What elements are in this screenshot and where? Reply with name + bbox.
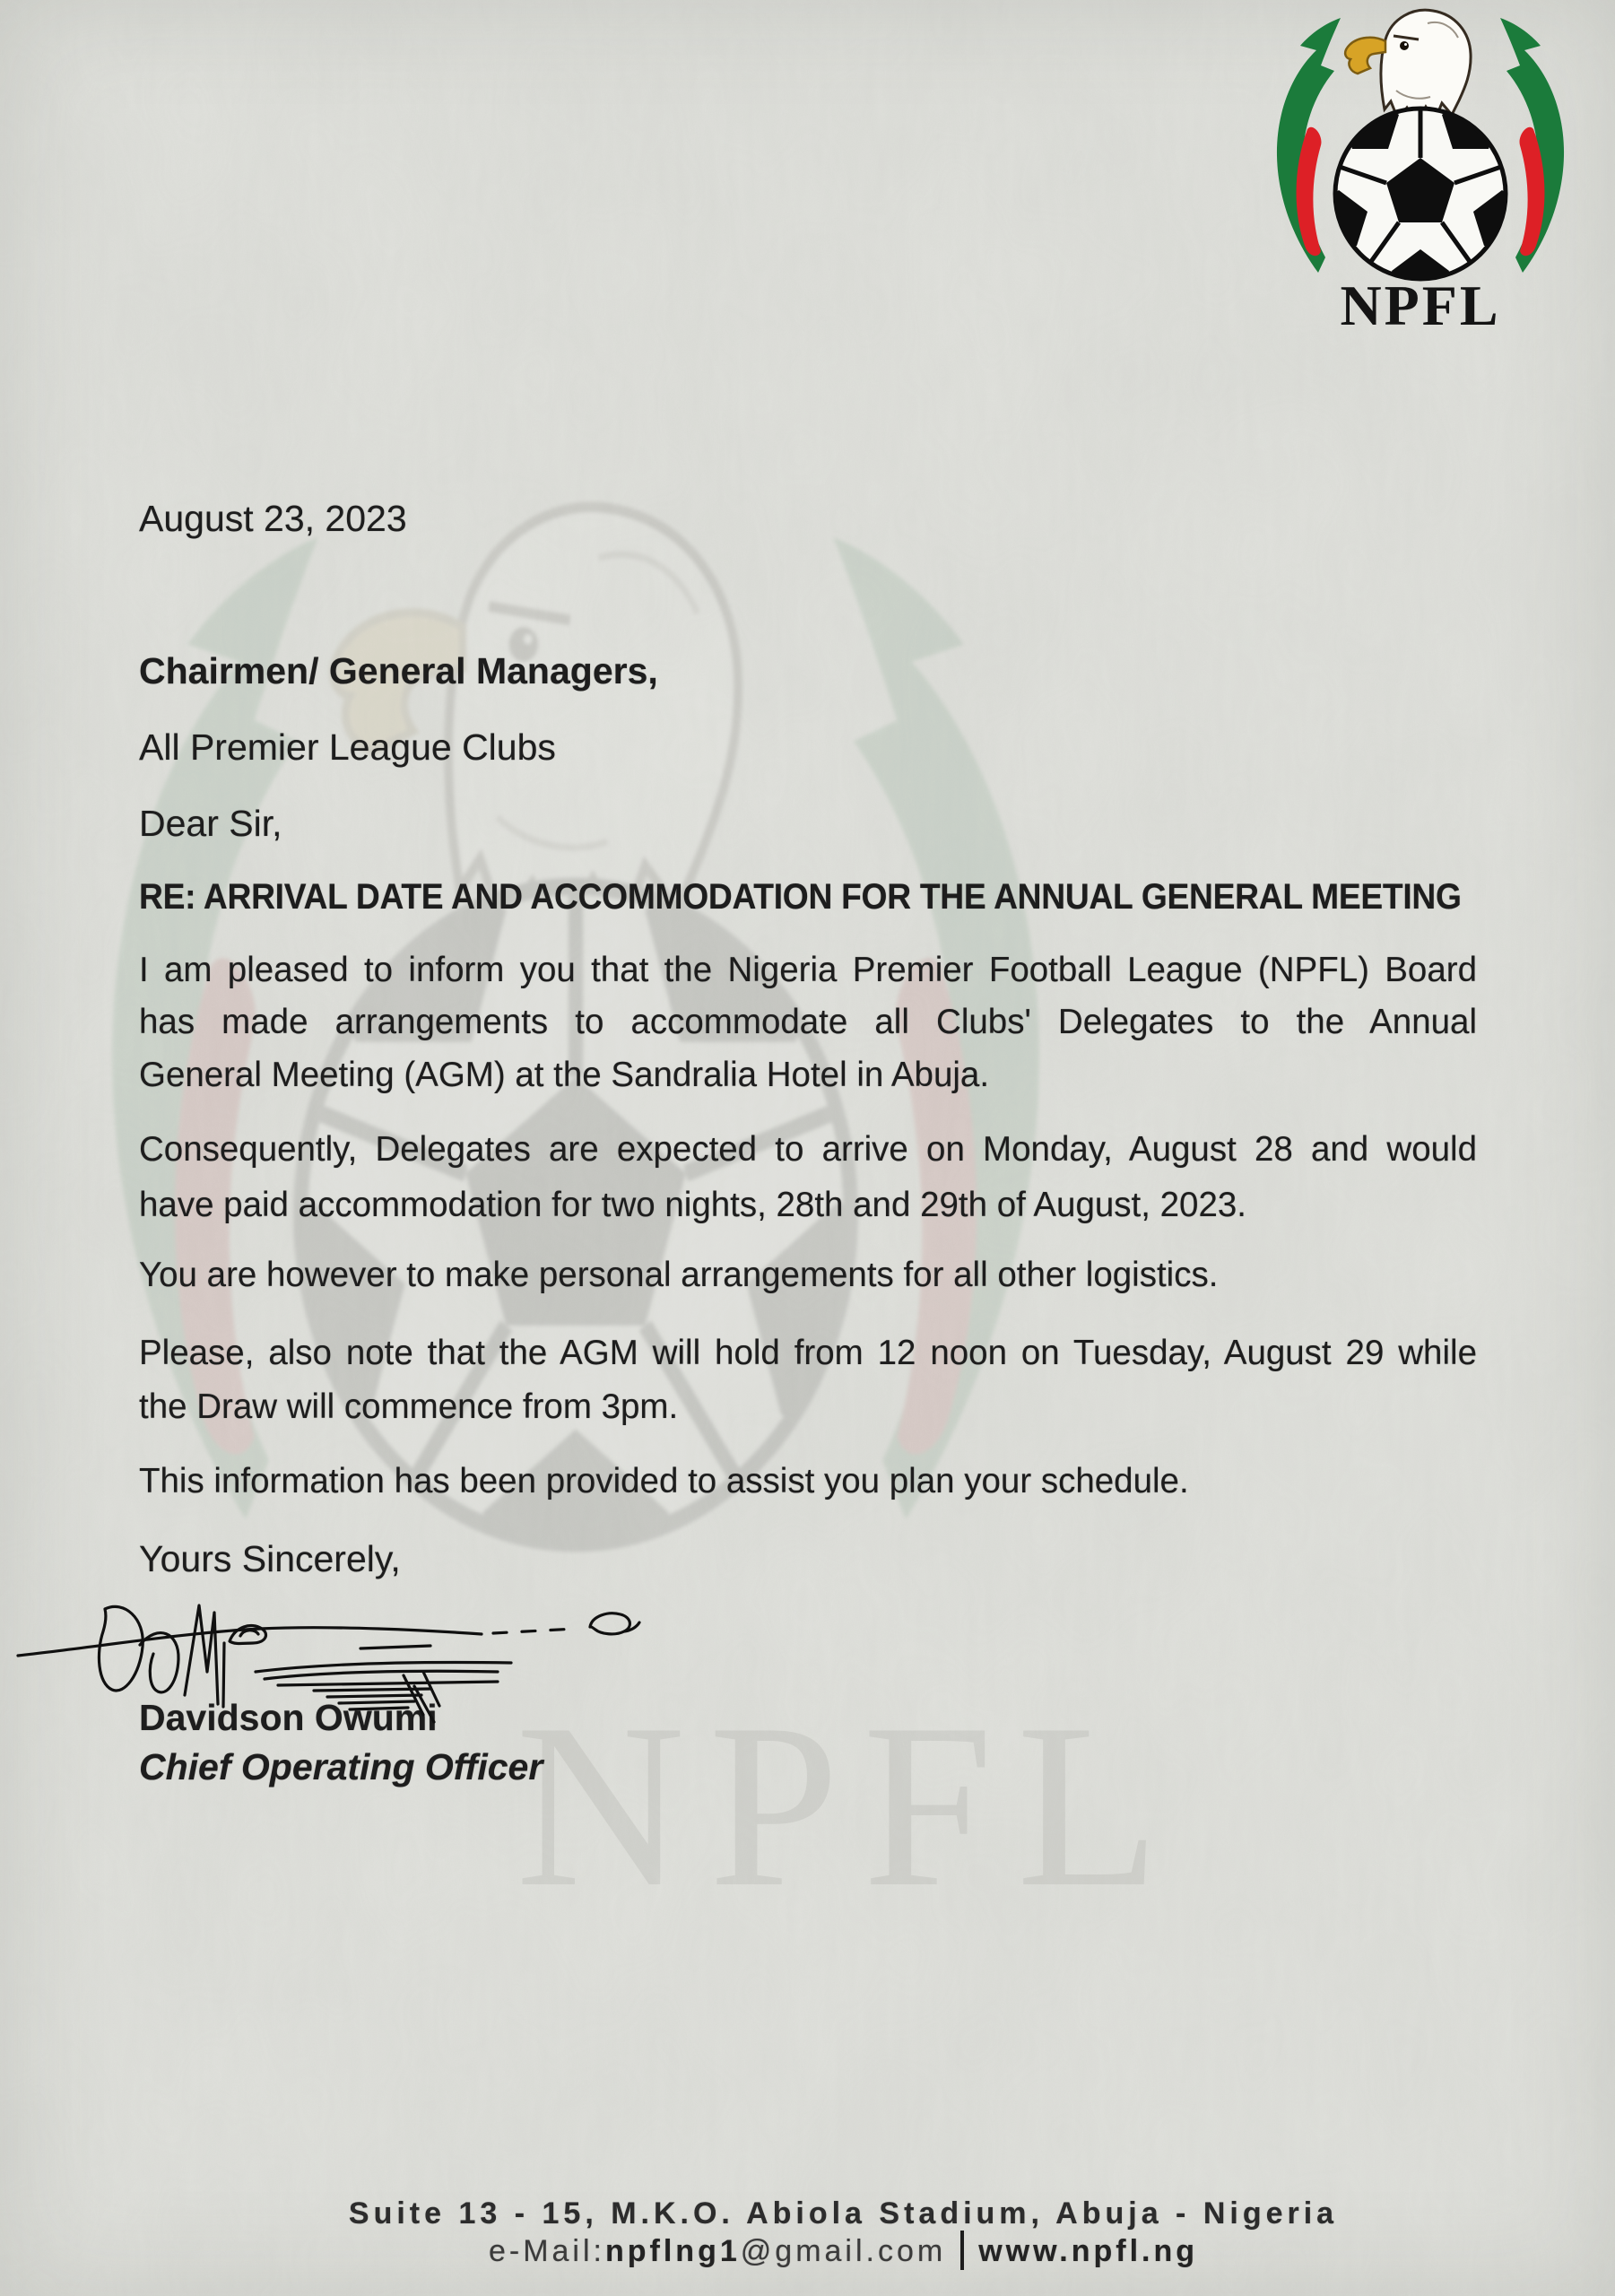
footer-email-domain: @gmail.com — [740, 2234, 947, 2268]
letter-date: August 23, 2023 — [139, 498, 407, 539]
footer-website: www.npfl.ng — [978, 2234, 1199, 2268]
recipient-line-2: All Premier League Clubs — [139, 726, 556, 768]
footer-email-user: npflng1 — [605, 2234, 741, 2268]
npfl-logo — [1248, 5, 1593, 339]
signatory-title: Chief Operating Officer — [139, 1746, 543, 1787]
paragraph-line: Consequently, Delegates are expected to arrive on Monday, August 28 and would — [139, 1130, 1477, 1169]
closing: Yours Sincerely, — [139, 1538, 401, 1579]
salutation: Dear Sir, — [139, 803, 282, 844]
recipient-line-1: Chairmen/ General Managers, — [139, 650, 658, 691]
signature-icon — [9, 1589, 646, 1724]
paragraph-line: I am pleased to inform you that the Nigeria Premier Football League (NPFL) Board — [139, 951, 1477, 989]
footer-email-label: e-Mail: — [488, 2234, 605, 2268]
paragraph-line: Please, also note that the AGM will hold from 12 noon on Tuesday, August 29 while — [139, 1334, 1477, 1372]
footer-address: Suite 13 - 15, M.K.O. Abiola Stadium, Abuja - Nigeria — [348, 2196, 1339, 2231]
paragraph-line: the Draw will commence from 3pm. — [139, 1387, 679, 1426]
paragraph-line: General Meeting (AGM) at the Sandralia Hotel in Abuja. — [139, 1056, 990, 1094]
footer-separator — [960, 2231, 964, 2270]
subject-line: RE: ARRIVAL DATE AND ACCOMMODATION FOR THE ANNUAL GENERAL MEETING — [139, 877, 1462, 917]
paragraph-line: has made arrangements to accommodate all Clubs' Delegates to the Annual — [139, 1003, 1477, 1041]
paragraph-line: have paid accommodation for two nights, 28th and 29th of August, 2023. — [139, 1186, 1246, 1224]
paragraph-line: This information has been provided to assist you plan your schedule. — [139, 1462, 1189, 1500]
footer-contact — [36, 2231, 1615, 2270]
logo-npfl-text: NPFL — [1340, 274, 1501, 337]
npfl-text-watermark: NPFL — [516, 1675, 1184, 1935]
paragraph-line: You are however to make personal arrangements for all other logistics. — [139, 1256, 1219, 1294]
signatory-name: Davidson Owumi — [139, 1697, 438, 1738]
